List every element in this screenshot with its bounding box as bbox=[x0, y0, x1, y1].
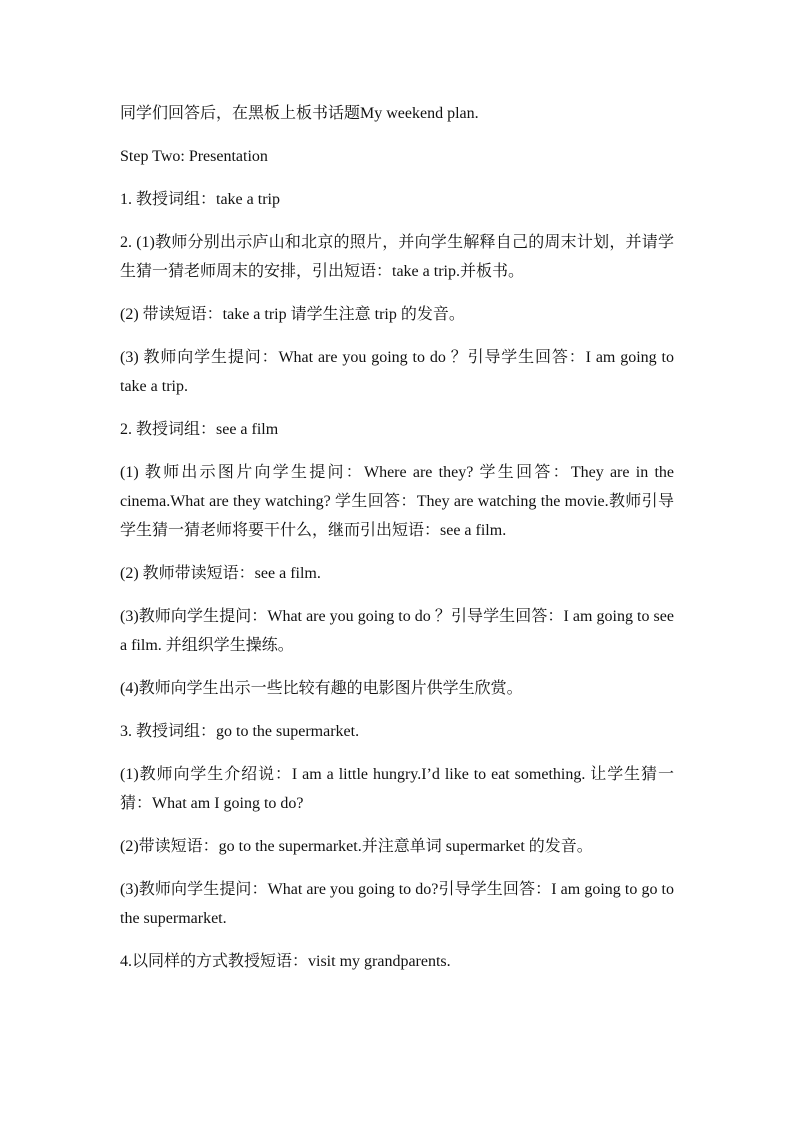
paragraph-step-2-2: (2) 带读短语：take a trip 请学生注意 trip 的发音。 bbox=[120, 306, 465, 323]
paragraph-supermarket-3: (3)教师向学生提问：What are you going to do?引导学生回答：I am going to go to the supermarket. bbox=[120, 881, 674, 927]
paragraph-film-4: (4)教师向学生出示一些比较有趣的电影图片供学生欣赏。 bbox=[120, 680, 523, 697]
section-heading-presentation: Step Two: Presentation bbox=[120, 148, 268, 165]
paragraph-supermarket-heading: 3. 教授词组：go to the supermarket. bbox=[120, 723, 360, 740]
paragraph-grandparents: 4.以同样的方式教授短语：visit my grandparents. bbox=[120, 953, 451, 970]
paragraph-supermarket-1: (1)教师向学生介绍说：I am a little hungry.I’d like to eat something. 让学生猜一猜：What am I going to do? bbox=[120, 766, 674, 812]
document-body bbox=[120, 99, 674, 990]
paragraph-supermarket-2: (2)带读短语：go to the supermarket.并注意单词 supermarket 的发音。 bbox=[120, 838, 593, 855]
paragraph-film-3: (3)教师向学生提问：What are you going to do ？引导学生回答：I am going to see a film. 并组织学生操练。 bbox=[120, 608, 674, 654]
paragraph-step-2-3: (3) 教师向学生提问：What are you going to do ？引导学生回答：I am going to take a trip. bbox=[120, 349, 674, 395]
paragraph-step-2-1: 2. (1)教师分别出示庐山和北京的照片，并向学生解释自己的周末计划，并请学生猜一猜老师周末的安排，引出短语：take a trip.并板书。 bbox=[120, 234, 674, 280]
paragraph-film-2: (2) 教师带读短语：see a film. bbox=[120, 565, 321, 582]
paragraph-see-a-film-heading: 2. 教授词组：see a film bbox=[120, 421, 279, 438]
paragraph-film-1: (1) 教师出示图片向学生提问：Where are they? 学生回答：They are in the cinema.What are they watching? 学生回答：They are watching the movie.教师引导学生猜一猜老师将要干什么，继而引出短语：see a film. bbox=[120, 464, 674, 539]
paragraph-step-1: 1. 教授词组：take a trip bbox=[120, 191, 280, 208]
paragraph-intro: 同学们回答后，在黑板上板书话题My weekend plan. bbox=[120, 105, 479, 122]
